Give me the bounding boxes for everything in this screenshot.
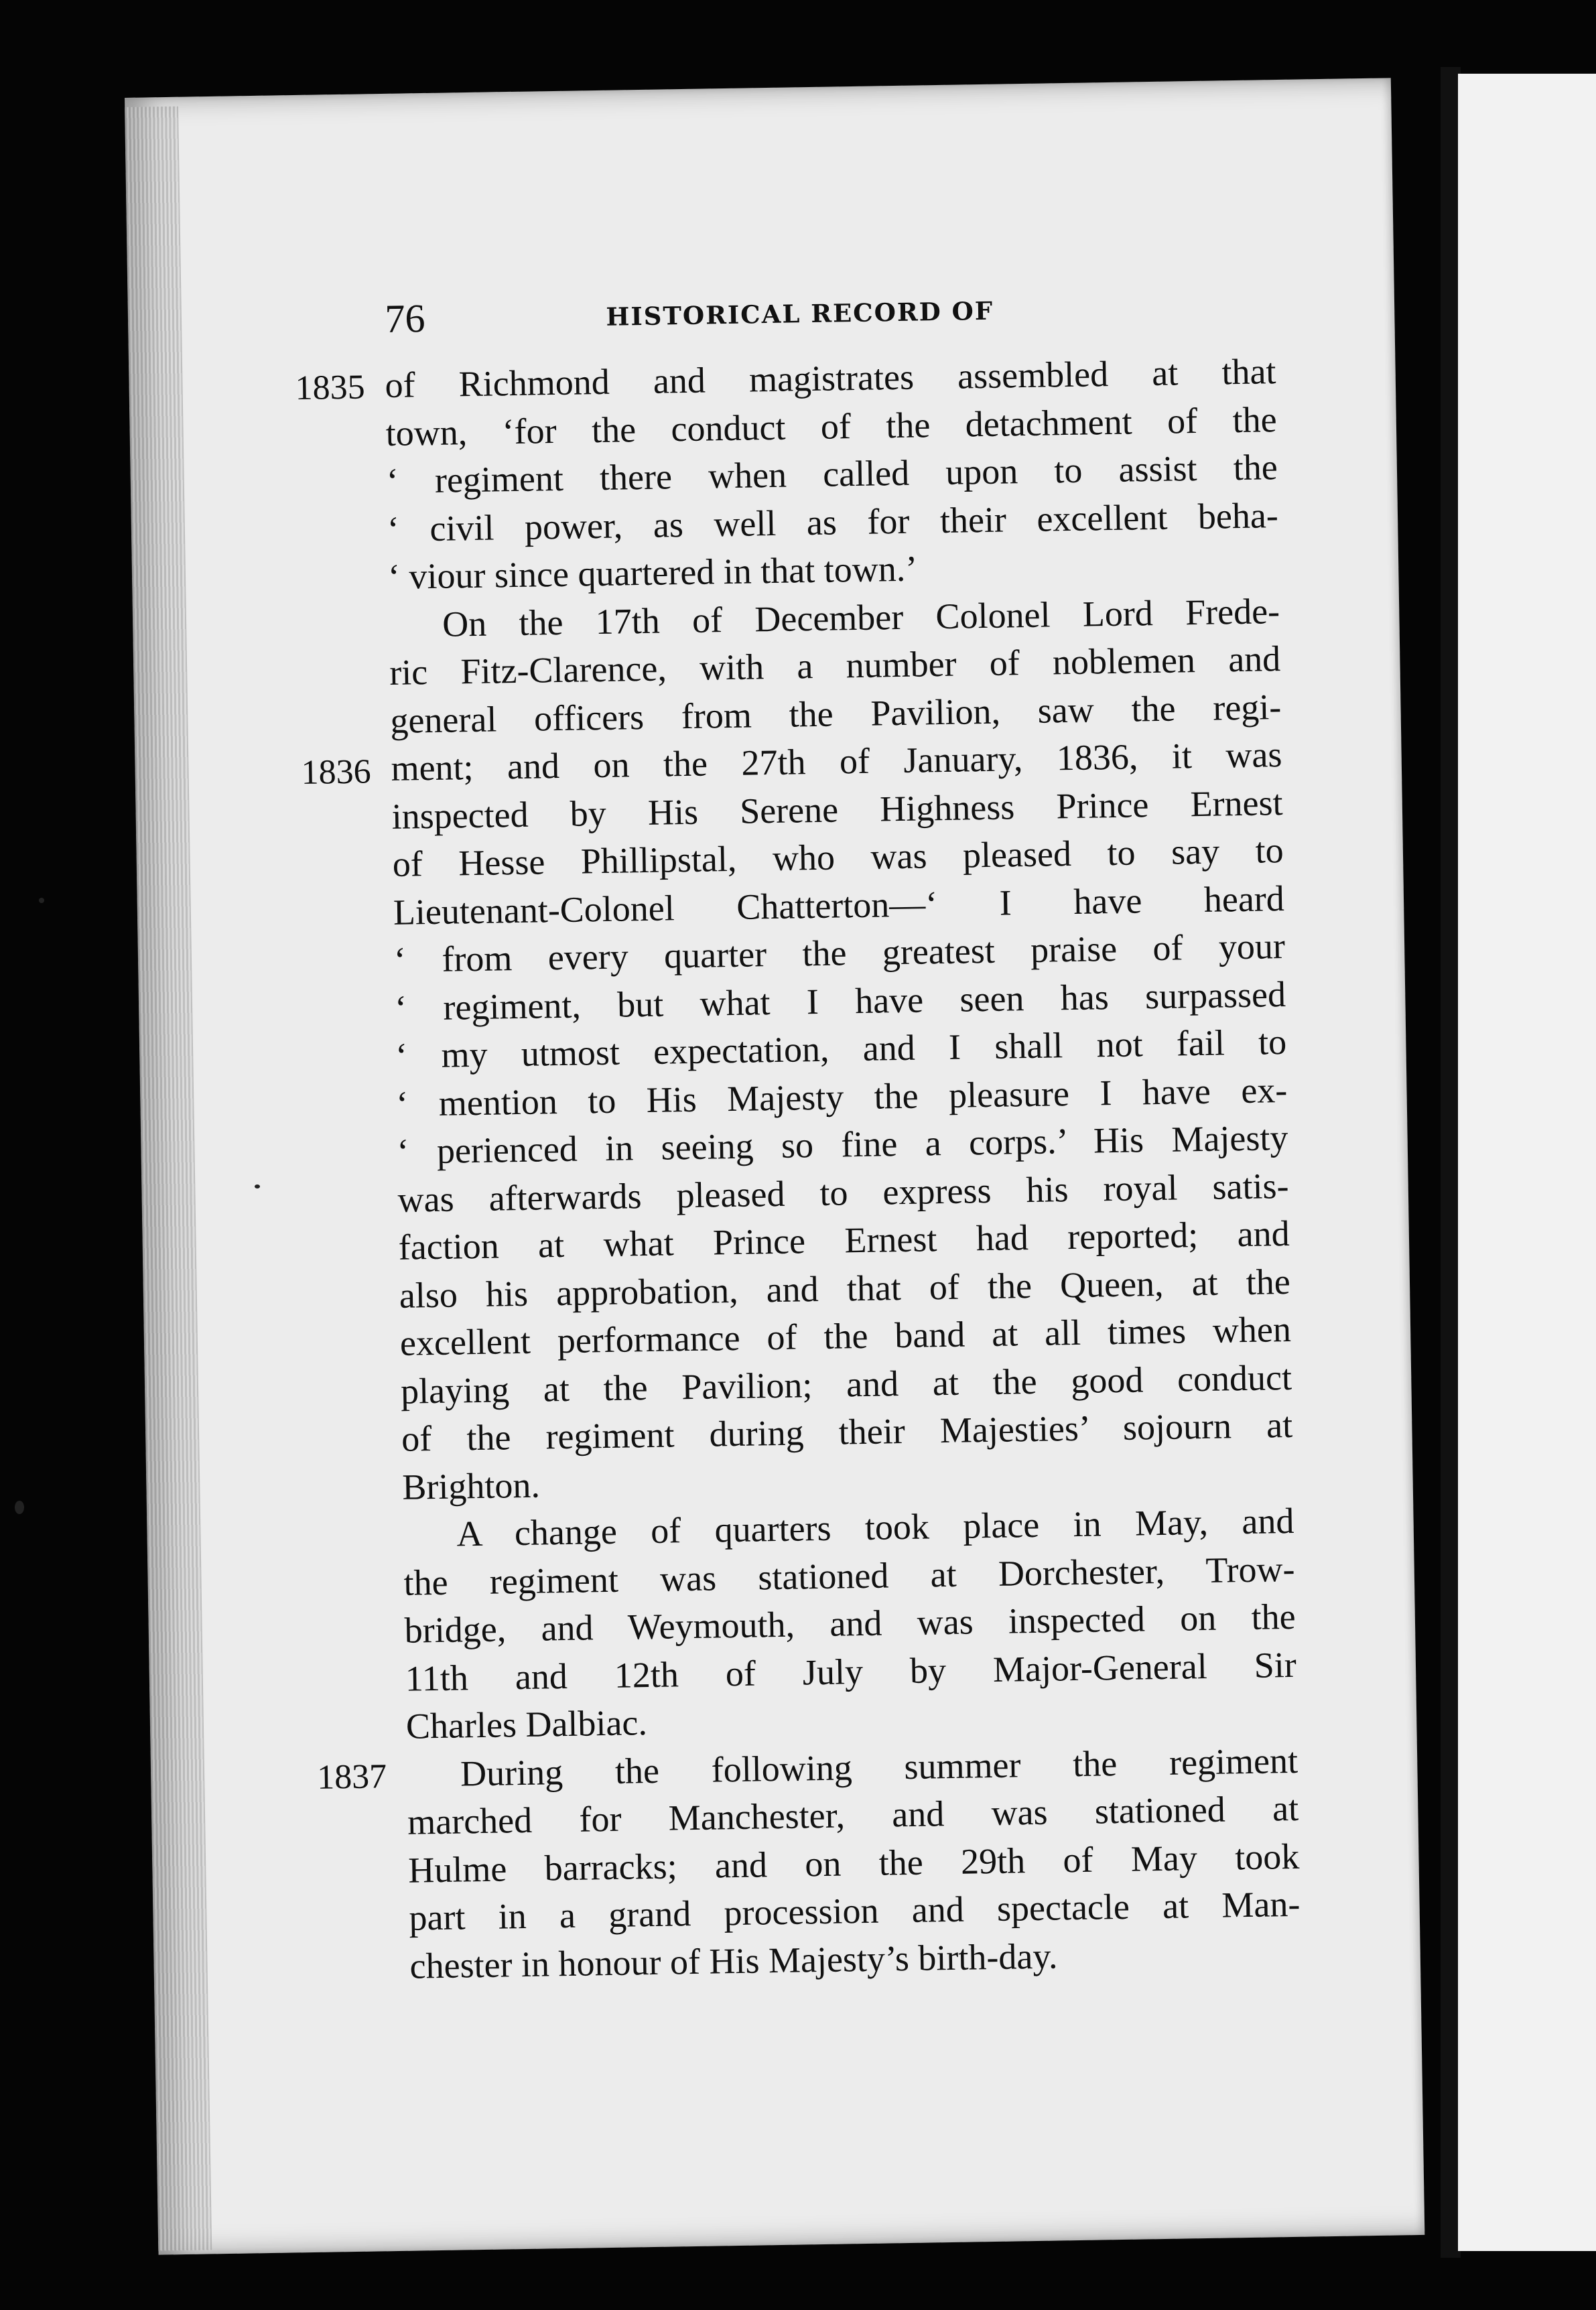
text-line: Charles Dalbiac. <box>405 1702 648 1747</box>
text-line: excellent performance of the band at all times when <box>399 1308 1292 1363</box>
body-text <box>295 348 1301 1990</box>
text-line: chester in honour of His Majesty’s birth-day. <box>409 1935 1058 1986</box>
margin-year: 1837 <box>316 1757 387 1797</box>
scan-speck <box>39 898 44 903</box>
facing-page-edge <box>1458 74 1596 2251</box>
text-line: On the 17th of December Colonel Lord Frede- <box>442 590 1280 644</box>
text-line: part in a grand procession and spectacle at Man- <box>409 1883 1301 1938</box>
text-line: faction at what Prince Ernest had reported; and <box>398 1213 1290 1268</box>
running-head: HISTORICAL RECORD OF <box>606 295 994 332</box>
text-line: of Richmond and magistrates assembled at that <box>385 351 1276 405</box>
paragraph-3 <box>403 1497 1297 1751</box>
text-line: also his approbation, and that of the Queen, at the <box>399 1261 1291 1316</box>
text-line: ‘ mention to His Majesty the pleasure I have ex- <box>395 1069 1288 1124</box>
text-line: Brighton. <box>401 1465 541 1507</box>
text-line: of Hesse Phillipstal, who was pleased to say to <box>392 830 1284 884</box>
text-line: playing at the Pavilion; and at the good conduct <box>400 1357 1292 1412</box>
text-line: was afterwards pleased to express his royal satis- <box>397 1165 1289 1220</box>
text-line: ‘ viour since quartered in that town.’ <box>387 548 918 597</box>
text-line: ‘ perienced in seeing so fine a corps.’ His Majesty <box>397 1117 1288 1172</box>
text-line: Lieutenant-Colonel Chatterton—‘ I have heard <box>393 878 1285 933</box>
page-number: 76 <box>384 296 425 341</box>
text-line: ‘ regiment, but what I have seen has surpassed <box>394 973 1286 1028</box>
text-line: ‘ civil power, as well as for their excellent beha- <box>387 494 1279 549</box>
text-line: ‘ from every quarter the greatest praise of your <box>393 926 1286 980</box>
text-line: ric Fitz-Clarence, with a number of noblemen and <box>389 638 1281 693</box>
text-line: town, ‘for the conduct of the detachment of the <box>385 399 1277 454</box>
paragraph-4 <box>316 1737 1301 1990</box>
text-line: A change of quarters took place in May, and <box>456 1500 1294 1554</box>
text-line: ‘ my utmost expectation, and I shall not fail to <box>395 1021 1287 1076</box>
scan-speck <box>15 1501 24 1514</box>
text-line: ment; and on the 27th of January, 1836, it was <box>391 734 1282 789</box>
text-line: During the following summer the regiment <box>460 1740 1299 1793</box>
text-line: marched for Manchester, and was stationed at <box>407 1787 1299 1842</box>
margin-year: 1835 <box>295 368 366 408</box>
text-line: inspected by His Serene Highness Prince Ernest <box>391 782 1283 837</box>
text-line: the regiment was stationed at Dorchester, Trow- <box>403 1548 1295 1603</box>
text-line: ‘ regiment there when called upon to assist the <box>386 447 1278 501</box>
text-line: general officers from the Pavilion, saw the regi- <box>389 686 1282 741</box>
text-line: bridge, and Weymouth, and was inspected on the <box>404 1596 1296 1651</box>
scan-speck <box>255 1184 260 1188</box>
paragraph-2 <box>301 588 1294 1511</box>
text-line: Hulme barracks; and on the 29th of May took <box>407 1836 1300 1891</box>
text-line: of the regiment during their Majesties’ sojourn at <box>401 1404 1293 1459</box>
paragraph-1 <box>295 348 1279 601</box>
text-line: 11th and 12th of July by Major-General Sir <box>405 1644 1297 1699</box>
margin-year: 1836 <box>301 752 372 792</box>
